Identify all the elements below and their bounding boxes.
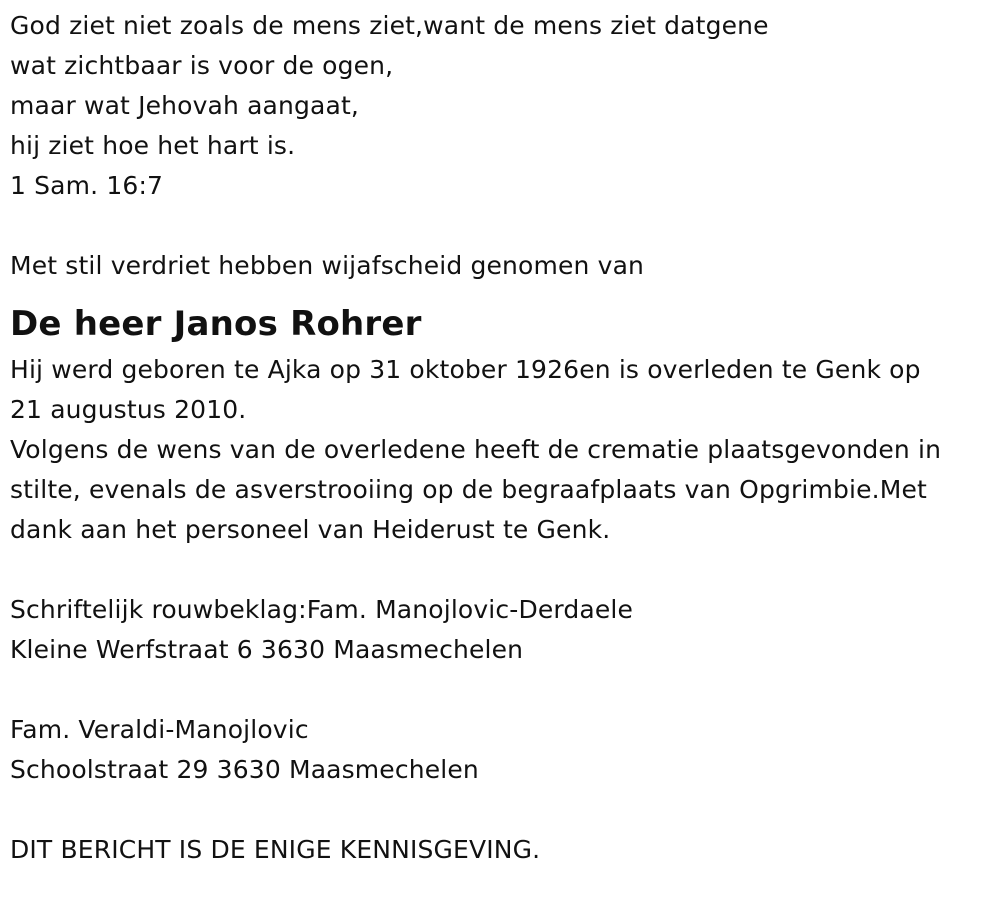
family-line-1: Fam. Veraldi-Manojlovic — [10, 715, 309, 744]
announcement-body — [10, 350, 990, 550]
verse-line-3: maar wat Jehovah aangaat, — [10, 91, 360, 120]
spacer — [10, 790, 990, 830]
body-line-2: 21 augustus 2010. — [10, 395, 247, 424]
notice-text: DIT BERICHT IS DE ENIGE KENNISGEVING. — [10, 835, 541, 864]
body-line-1: Hij werd geboren te Ajka op 31 oktober 1926en is overleden te Genk op — [10, 355, 921, 384]
spacer — [10, 670, 990, 710]
body-line-3: Volgens de wens van de overledene heeft de crematie plaatsgevonden in — [10, 435, 942, 464]
spacer — [10, 206, 990, 246]
verse-line-2: wat zichtbaar is voor de ogen, — [10, 51, 394, 80]
spacer — [10, 550, 990, 590]
verse-line-1: God ziet niet zoals de mens ziet,want de mens ziet datgene — [10, 11, 769, 40]
family-line-2: Schoolstraat 29 3630 Maasmechelen — [10, 755, 479, 784]
intro-text: Met stil verdriet hebben wijafscheid genomen van — [10, 251, 645, 280]
verse-reference: 1 Sam. 16:7 — [10, 171, 164, 200]
verse-line-4: hij ziet hoe het hart is. — [10, 131, 296, 160]
condolence-line-2: Kleine Werfstraat 6 3630 Maasmechelen — [10, 635, 524, 664]
condolence-line-1: Schriftelijk rouwbeklag:Fam. Manojlovic-Derdaele — [10, 595, 634, 624]
body-line-5: dank aan het personeel van Heiderust te Genk. — [10, 515, 611, 544]
condolence-address — [10, 590, 990, 670]
body-line-4: stilte, evenals de asverstrooiing op de begraafplaats van Opgrimbie.Met — [10, 475, 927, 504]
family-address — [10, 710, 990, 790]
deceased-name: De heer Janos Rohrer — [10, 304, 422, 344]
bible-verse — [10, 6, 990, 206]
